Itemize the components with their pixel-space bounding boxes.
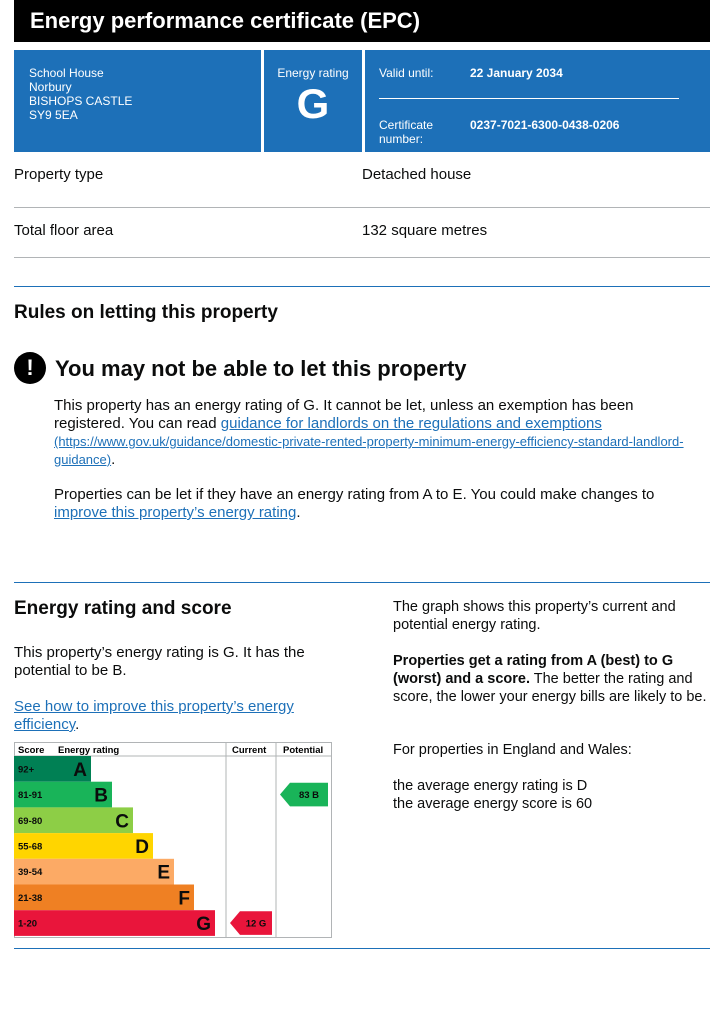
band-letter: D (135, 836, 149, 858)
band-score-label: 69-80 (18, 815, 43, 827)
floor-area-value: 132 square metres (362, 222, 488, 239)
letting-p2-text: Properties can be let if they have an energy rating from A to E. You could make changes to (54, 486, 655, 503)
graph-explainer: The graph shows this property’s current and potential energy rating. (393, 599, 676, 633)
chart-header-score: Score (18, 745, 45, 756)
letting-paragraph-1 (54, 397, 694, 469)
energy-rating-value: G (296, 80, 330, 127)
certificate-header (14, 50, 710, 152)
address-line-2: Norbury (29, 80, 72, 94)
landlord-guidance-link[interactable]: guidance for landlords on the regulations and exemptions (220, 415, 602, 432)
band-letter: E (157, 862, 170, 884)
warning-title: You may not be able to let this property (55, 356, 467, 381)
letting-heading: Rules on letting this property (14, 302, 278, 323)
band-score-label: 1-20 (18, 918, 38, 930)
improve-rating-link[interactable]: improve this property’s energy rating (54, 504, 297, 521)
letting-p2-end: . (296, 504, 301, 521)
average-rating: the average energy rating is D (393, 778, 588, 794)
band-letter: G (196, 914, 211, 936)
floor-area-row (14, 208, 710, 258)
property-type-label: Property type (14, 166, 104, 183)
validity-divider (379, 98, 679, 99)
energy-link-paragraph (14, 698, 334, 734)
chart-header-current: Current (232, 745, 267, 756)
energy-intro: This property’s energy rating is G. It has the potential to be B. (14, 644, 305, 679)
band-letter: F (178, 888, 190, 910)
warning-icon: ! (14, 352, 46, 384)
band-score-label: 21-38 (18, 892, 43, 904)
energy-efficiency-link[interactable]: See how to improve this property’s energy efficiency (14, 698, 294, 733)
landlord-guidance-url-link[interactable]: (https://www.gov.uk/guidance/domestic-private-rented-property-minimum-energy-efficiency-standard-landlord-guidance) (54, 434, 684, 467)
energy-rating-panel (264, 50, 362, 152)
band-score-label: 81-91 (18, 790, 43, 802)
letting-p1-end: . (111, 451, 116, 468)
address-panel (14, 50, 261, 152)
validity-panel (365, 50, 710, 152)
property-type-row (14, 152, 710, 208)
certificate-number-label: Certificate number: (379, 118, 434, 146)
letting-p1-text: This property has an energy rating of G. It cannot be let, unless an exemption has been registered. You can read (54, 397, 634, 432)
address-postcode: SY9 5EA (29, 108, 78, 122)
band-bar (50, 885, 194, 911)
energy-link-end: . (75, 716, 80, 733)
property-type-value: Detached house (362, 166, 472, 183)
chart-header-rating: Energy rating (58, 745, 120, 756)
certificate-number-value: 0237-7021-6300-0438-0206 (470, 118, 620, 132)
valid-until-value: 22 January 2034 (470, 66, 563, 80)
average-score: the average energy score is 60 (393, 796, 593, 812)
section-divider (14, 582, 710, 583)
band-letter: C (115, 811, 129, 833)
address-line-3: BISHOPS CASTLE (29, 94, 133, 108)
rating-explainer-rest: The better the rating and score, the lower your energy bills are likely to be. (393, 671, 707, 705)
energy-heading: Energy rating and score (14, 598, 232, 619)
band-score-label: 39-54 (18, 867, 43, 879)
letting-paragraph-2 (54, 486, 694, 522)
rating-explainer-bold: Properties get a rating from A (best) to G (worst) and a score. (393, 653, 674, 687)
band-bar (50, 910, 215, 936)
current-rating-label: 12 G (245, 918, 267, 930)
band-bar (50, 859, 174, 885)
title-bar (14, 0, 710, 42)
valid-until-label: Valid until: (379, 66, 434, 80)
chart-header-potential: Potential (283, 745, 324, 756)
section-divider (14, 286, 710, 287)
page-title: Energy performance certificate (EPC) (30, 8, 421, 33)
section-divider (14, 948, 710, 949)
band-score-label: 92+ (18, 764, 35, 776)
address-line-1: School House (29, 66, 104, 80)
rating-explainer (393, 652, 711, 706)
band-letter: B (94, 785, 108, 807)
energy-rating-label: Energy rating (277, 66, 349, 80)
region-note: For properties in England and Wales: (393, 742, 632, 758)
band-score-label: 55-68 (18, 841, 43, 853)
floor-area-label: Total floor area (14, 222, 114, 239)
energy-rating-chart (14, 742, 332, 938)
band-letter: A (73, 759, 87, 781)
potential-rating-label: 83 B (298, 790, 320, 802)
